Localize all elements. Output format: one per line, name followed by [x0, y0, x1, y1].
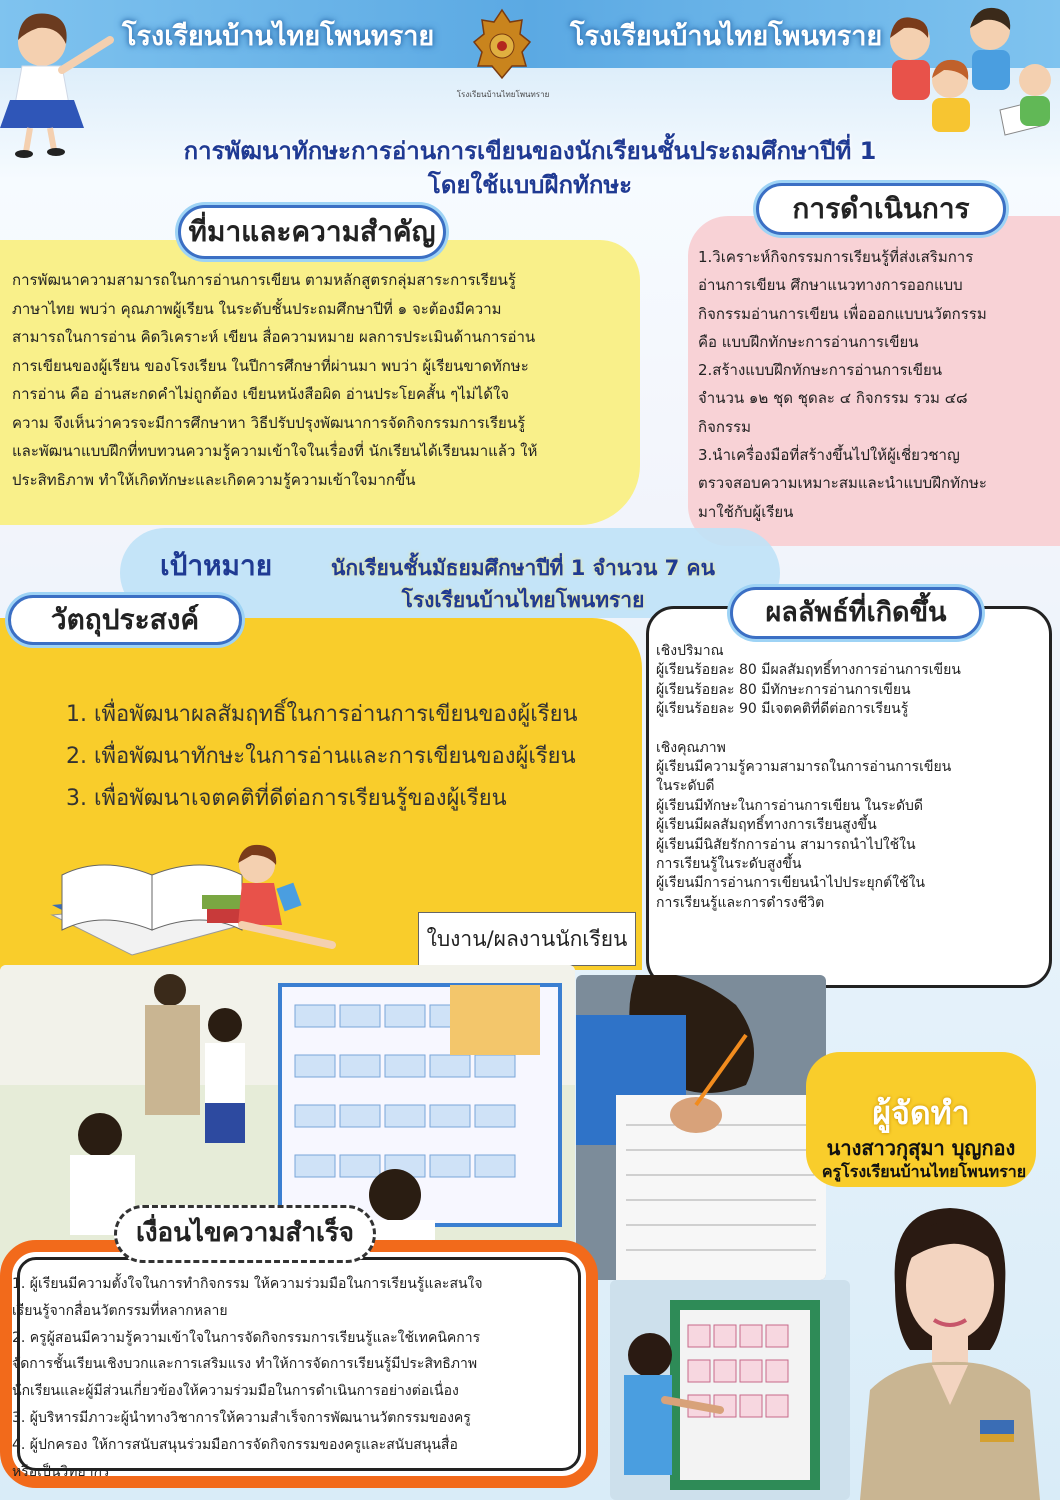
success-text: [12, 1271, 483, 1485]
results-line: เชิงคุณภาพ: [656, 739, 726, 756]
background-line: สามารถในการอ่าน คิดวิเคราะห์ เขียน สื่อความหมาย ผลการประเมินด้านการอ่าน: [12, 328, 536, 346]
operation-line: คือ แบบฝึกทักษะการอ่านการเขียน: [698, 332, 919, 351]
background-line: ภาษาไทย พบว่า คุณภาพผู้เรียน ในระดับชั้นประถมศึกษาปีที่ ๑ จะต้องมีความ: [12, 299, 502, 318]
operation-line: 1.วิเคราะห์กิจกรรมการเรียนรู้ที่ส่งเสริมการ: [698, 248, 974, 266]
objectives-list: [66, 694, 578, 820]
results-line: ผู้เรียนมีผลสัมฤทธิ์ทางการเรียนสูงขึ้น: [656, 817, 877, 834]
target-line2: โรงเรียนบ้านไทยโพนทราย: [401, 588, 645, 612]
success-heading: เงื่อนไขความสำเร็จ: [114, 1205, 376, 1263]
school-emblem-icon: [470, 8, 534, 88]
author-name: นางสาวกุสุมา บุญกอง: [826, 1136, 1016, 1160]
author-position: ครูโรงเรียนบ้านไทยโพนทราย: [821, 1162, 1027, 1181]
girl-reading-books-illustration: [42, 835, 362, 975]
background-line: การพัฒนาความสามารถในการอ่านการเขียน ตามหลักสูตรกลุ่มสาระการเรียนรู้: [12, 271, 516, 289]
success-line: 4. ผู้ปกครอง ให้การสนับสนุนร่วมมือการจัดกิจกรรมของครูและสนับสนุนสื่อ: [12, 1436, 458, 1453]
main-title-line2: โดยใช้แบบฝึกทักษะ: [427, 171, 633, 199]
success-line: นักเรียนและผู้มีส่วนเกี่ยวข้องให้ความร่วมมือในการดำเนินการอย่างต่อเนื่อง: [12, 1383, 459, 1400]
school-name-left: โรงเรียนบ้านไทยโพนทราย: [122, 21, 435, 52]
operation-line: กิจกรรมอ่านการเขียน เพื่อออกแบบนวัตกรรม: [698, 304, 987, 323]
operation-text: [698, 243, 1054, 526]
operation-line: กิจกรรม: [698, 417, 751, 436]
main-title-line1: การพัฒนาทักษะการอ่านการเขียนของนักเรียนชั้นประถมศึกษาปีที่ 1: [183, 137, 877, 165]
target-line1: นักเรียนชั้นมัธยมศึกษาปีที่ 1 จำนวน 7 คน: [331, 556, 715, 580]
success-line: จัดการชั้นเรียนเชิงบวกและการเสริมแรง ทำให้การจัดการเรียนรู้มีประสิทธิภาพ: [12, 1356, 478, 1373]
success-line: 1. ผู้เรียนมีความตั้งใจในการทำกิจกรรม ให้ความร่วมมือในการเรียนรู้และสนใจ: [12, 1276, 483, 1292]
results-line: ผู้เรียนมีนิสัยรักการอ่าน สามารถนำไปใช้ใน: [656, 836, 916, 853]
background-line: และพัฒนาแบบฝึกที่ทบทวนความรู้ความเข้าใจในเรื่องที่ นักเรียนได้เรียนมาแล้ว ให้: [12, 442, 538, 460]
success-line: 3. ผู้บริหารมีภาวะผู้นำทางวิชาการให้ความสำเร็จการพัฒนานวัตกรรมของครู: [12, 1409, 471, 1426]
background-line: ความ จึงเห็นว่าควรจะมีการศึกษาหา วิธีปรับปรุงพัฒนาการจัดกิจกรรมการเรียนรู้: [12, 413, 526, 432]
teacher-portrait: [840, 1190, 1060, 1500]
operation-line: ตรวจสอบความเหมาะสมและนำแบบฝึกทักษะ: [698, 474, 987, 493]
results-line: ผู้เรียนมีทักษะในการอ่านการเขียน ในระดับดี: [656, 797, 924, 814]
operation-heading: การดำเนินการ: [756, 183, 1006, 235]
school-name-right: โรงเรียนบ้านไทยโพนทราย: [570, 21, 883, 52]
success-line: หรือเป็นวิทยากร: [12, 1463, 110, 1480]
worksheet-label: ใบงาน/ผลงานนักเรียน: [418, 912, 636, 966]
background-line: การเขียนของผู้เรียน ของโรงเรียน ในปีการศึกษาที่ผ่านมา พบว่า ผู้เรียนขาดทักษะ: [12, 356, 529, 375]
results-line: ผู้เรียนมีการอ่านการเขียนนำไปประยุกต์ใช้ใน: [656, 875, 925, 892]
emblem-caption: โรงเรียนบ้านไทยโพนทราย: [456, 90, 550, 99]
pocket-chart-photo: [610, 1280, 850, 1500]
operation-line: 2.สร้างแบบฝึกทักษะการอ่านการเขียน: [698, 361, 942, 380]
success-line: เรียนรู้จากสื่อนวัตกรรมที่หลากหลาย: [12, 1302, 228, 1319]
target-label: เป้าหมาย: [160, 549, 273, 582]
results-line: การเรียนรู้ในระดับสูงขึ้น: [656, 856, 802, 873]
kids-reading-illustration: [870, 0, 1060, 145]
background-line: ประสิทธิภาพ ทำให้เกิดทักษะและเกิดความรู้ความเข้าใจมากขึ้น: [12, 470, 416, 489]
results-line: ผู้เรียนร้อยละ 80 มีผลสัมฤทธิ์ทางการอ่านการเขียน: [656, 662, 961, 679]
success-line: 2. ครูผู้สอนมีความรู้ความเข้าใจในการจัดกิจกรรมการเรียนรู้และใช้เทคนิคการ: [12, 1329, 481, 1346]
operation-line: มาใช้กับผู้เรียน: [698, 502, 794, 521]
objectives-heading: วัตถุประสงค์: [8, 595, 242, 645]
results-line: ผู้เรียนร้อยละ 80 มีทักษะการอ่านการเขียน: [656, 681, 911, 698]
objective-item: 1. เพื่อพัฒนาผลสัมฤทธิ์ในการอ่านการเขียนของผู้เรียน: [66, 702, 578, 727]
background-heading: ที่มาและความสำคัญ: [178, 205, 446, 259]
results-line: ในระดับดี: [656, 778, 715, 795]
results-line: ผู้เรียนมีความรู้ความสามารถในการอ่านการเขียน: [656, 759, 952, 776]
objective-item: 3. เพื่อพัฒนาเจตคติที่ดีต่อการเรียนรู้ของผู้เรียน: [66, 786, 507, 811]
operation-line: จำนวน ๑๒ ชุด ชุดละ ๔ กิจกรรม รวม ๔๘: [698, 389, 968, 408]
results-line: [656, 720, 961, 739]
operation-line: อ่านการเขียน ศึกษาแนวทางการออกแบบ: [698, 276, 963, 295]
background-line: การอ่าน คือ อ่านสะกดคำไม่ถูกต้อง เขียนหนังสือผิด อ่านประโยคสั้น ๆไม่ได้ใจ: [12, 385, 510, 403]
objective-item: 2. เพื่อพัฒนาทักษะในการอ่านและการเขียนของผู้เรียน: [66, 744, 576, 769]
results-line: การเรียนรู้และการดำรงชีวิต: [656, 894, 825, 911]
results-heading: ผลลัพธ์ที่เกิดขึ้น: [730, 587, 982, 639]
background-text: [12, 266, 637, 494]
results-text: [656, 642, 961, 913]
results-line: ผู้เรียนร้อยละ 90 มีเจตคติที่ดีต่อการเรียนรู้: [656, 701, 909, 718]
results-line: เชิงปริมาณ: [656, 643, 724, 659]
operation-line: 3.นำเครื่องมือที่สร้างขึ้นไปให้ผู้เชี่ยวชาญ: [698, 446, 960, 465]
student-writing-photo: [576, 975, 826, 1280]
author-heading: ผู้จัดทำ: [872, 1094, 970, 1132]
